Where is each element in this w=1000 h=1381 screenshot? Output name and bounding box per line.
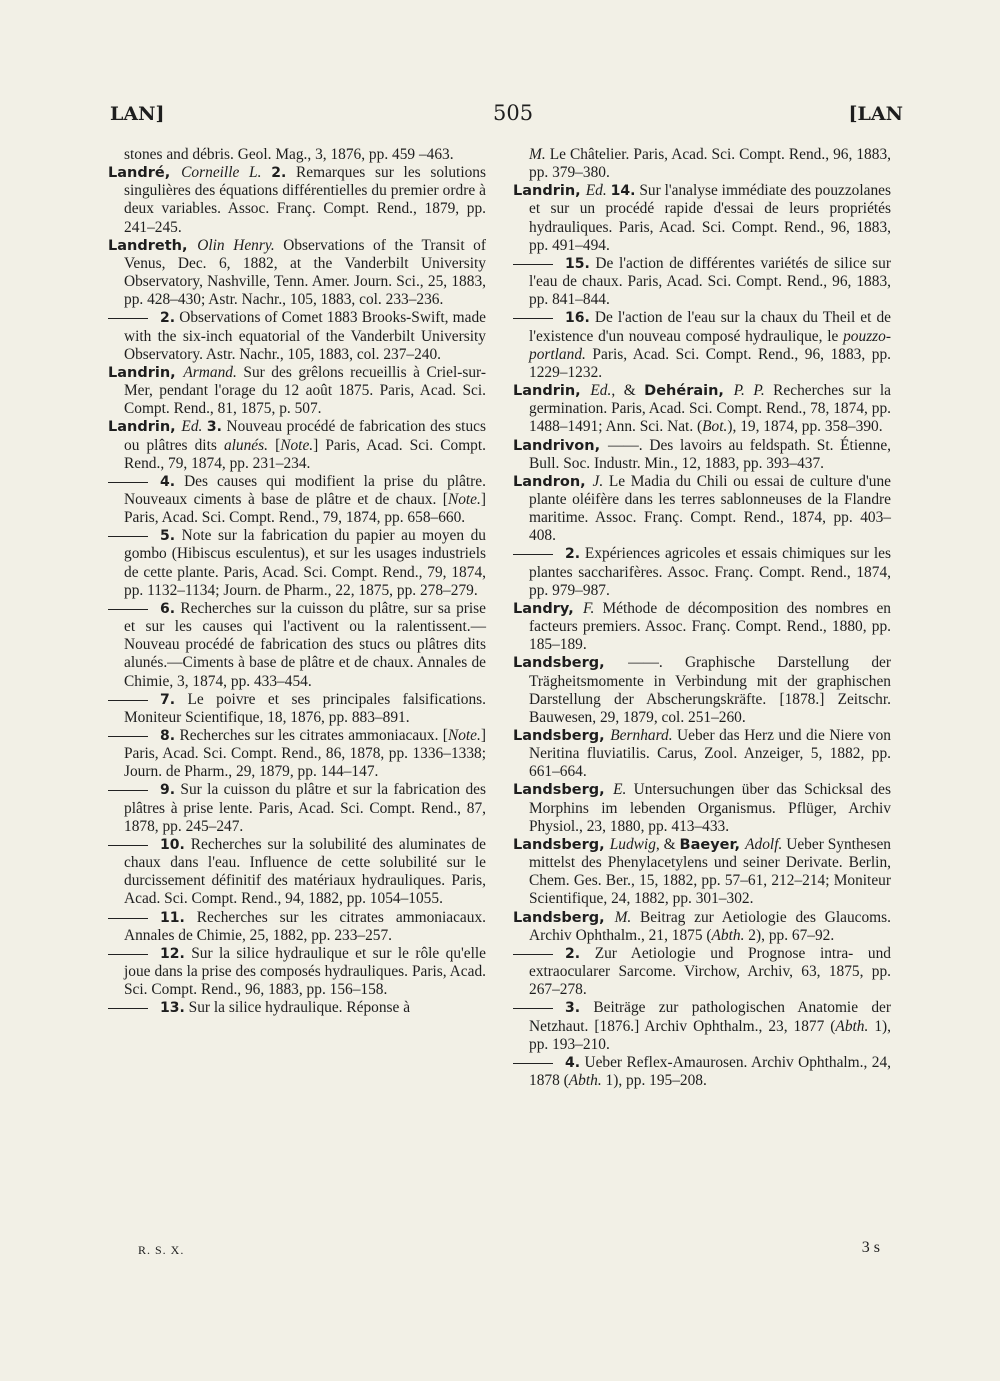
entry-text: 2), pp. 67–92.	[744, 926, 835, 944]
entry-text: ——. Graphische Darstellung der Trägheitsmomente in Verbindung mit der graphischen Darstellung der Abscherungskräfte. [1878.] Zeitschr. Bauwesen, 29, 1879, col. 251–260.	[529, 654, 891, 726]
paper-number: 3.	[565, 1000, 581, 1017]
ditto-dash	[108, 318, 148, 319]
entry-text: Le Madia du Chili ou essai de culture d'une plante oléifère dans les terres sablonneuses de la Flandre maritime. Assoc. Franç. Compt. Rend., 1874, pp. 403–408.	[529, 472, 891, 545]
bibliography-entry	[513, 727, 891, 781]
paper-number: 8.	[160, 728, 176, 744]
ditto-dash	[513, 554, 553, 555]
author-name: Landsberg,	[513, 782, 614, 799]
entry-text: Untersuchungen über das Schicksal des Morphins im lebenden Organismus. Pflüger, Archiv Physiol., 23, 1880, pp. 413–433.	[529, 781, 891, 835]
bibliography-entry	[108, 418, 486, 472]
ditto-dash	[108, 736, 148, 737]
entry-text: Note sur la fabrication du papier au moyen du gombo (Hibiscus esculentus), et sur les usages industriels de cette plante. Paris, Acad. Sci. Compt. Rend., 79, 1874, pp. 1132–1134; Journ. de Pharm., 22, 1875, pp. 278–279.	[124, 527, 486, 599]
author-name: Landry,	[513, 600, 584, 617]
paper-number: 2.	[565, 546, 581, 563]
ditto-dash	[513, 954, 553, 955]
paper-number: 5.	[160, 528, 176, 545]
italic-text: M.	[529, 146, 546, 163]
paper-number: 14.	[610, 183, 636, 200]
italic-text: Ed.	[585, 182, 607, 200]
italic-text: M.	[614, 908, 632, 926]
italic-text: P. P.	[733, 382, 765, 400]
italic-text: Abth.	[711, 926, 745, 944]
sub-entry	[108, 600, 486, 691]
italic-text: Abth.	[835, 1017, 869, 1035]
entry-text: Zur Aetiologie und Prognose intra- und extraocularer Sarcome. Virchow, Archiv, 63, 1875, pp. 267–278.	[529, 944, 891, 999]
bibliography-entry	[108, 237, 486, 310]
italic-text: J.	[592, 472, 604, 490]
author-name: Landré,	[108, 165, 182, 182]
paper-number: 6.	[160, 600, 176, 617]
entry-text: Nouveau procédé de fabrication des stucs ou plâtres dits	[124, 418, 486, 454]
ditto-dash	[108, 536, 148, 537]
bibliography-entry	[108, 164, 486, 237]
ditto-dash	[108, 845, 148, 846]
entry-text: Sur l'analyse immédiate des pouzzolanes et sur un procédé rapide d'essai de leurs propriétés hydrauliques. Paris, Acad. Sci. Compt. Rend., 96, 1883, pp. 491–494.	[529, 182, 891, 254]
ditto-dash	[108, 700, 148, 701]
entry-text: ), 19, 1874, pp. 358–390.	[727, 418, 883, 436]
sub-entry	[108, 781, 486, 835]
paper-number: 10.	[160, 836, 185, 853]
header-left: LAN]	[110, 103, 165, 125]
author-name: Dehérain,	[644, 383, 734, 400]
italic-text: F.	[583, 599, 595, 617]
italic-text: alunés.	[223, 436, 268, 454]
paper-number: 15.	[565, 255, 590, 272]
running-header	[110, 103, 903, 137]
sub-entry	[513, 945, 891, 999]
ditto-dash	[108, 1008, 148, 1009]
ditto-dash	[513, 1008, 553, 1009]
entry-text: Le Châtelier. Paris, Acad. Sci. Compt. Rend., 96, 1883, pp. 379–380.	[529, 146, 891, 182]
italic-text: Corneille L.	[181, 164, 262, 182]
ditto-dash	[108, 918, 148, 919]
entry-text: Observations of the Transit of Venus, Dec. 6, 1882, at the Vanderbilt University Observatory, Nashville, Tenn. Amer. Journ. Sci., 25, 1883, pp. 428–430; Astr. Nachr., 105, 1883, col. 233–236.	[124, 236, 487, 309]
paper-number: 3.	[206, 419, 222, 436]
bibliography-entry	[513, 382, 891, 436]
paper-number: 11.	[160, 909, 185, 926]
continued-entry	[108, 146, 486, 164]
italic-text: pouzzo-portland.	[529, 327, 891, 363]
entry-text: ] Paris, Acad. Sci. Compt. Rend., 79, 1874, pp. 658–660.	[124, 490, 486, 527]
header-right: [LAN	[848, 103, 903, 125]
entry-text: Des causes qui modifient la prise du plâtre. Nouveaux ciments à base de plâtre et de chaux. [	[124, 472, 486, 508]
author-name: Landrin,	[108, 364, 184, 381]
entry-text: Recherches sur les citrates ammoniacaux. Annales de Chimie, 25, 1882, pp. 233–257.	[124, 908, 486, 944]
entry-text: 1), pp. 195–208.	[601, 1071, 707, 1089]
paper-number: 2.	[160, 310, 176, 327]
italic-text: Note.	[447, 727, 481, 744]
author-name: Landsberg,	[513, 909, 615, 926]
entry-text: Sur la silice hydraulique. Réponse à	[184, 999, 411, 1017]
sub-entry	[108, 727, 486, 781]
ditto-dash	[513, 318, 553, 319]
ditto-dash	[108, 790, 148, 791]
entry-text: Sur des grêlons recueillis à Criel-sur-Mer, pendant l'orage du 12 août 1875. Paris, Acad. Sci. Compt. Rend., 81, 1875, p. 507.	[124, 363, 486, 418]
bibliography-entry	[513, 654, 891, 727]
paper-number: 16.	[565, 310, 590, 327]
bibliography-entry	[513, 909, 891, 945]
entry-text: Le poivre et ses principales falsifications. Moniteur Scientifique, 18, 1876, pp. 883–891.	[124, 690, 486, 726]
author-name: Landron,	[513, 473, 593, 490]
ditto-dash	[513, 264, 553, 265]
entry-text: &	[659, 835, 680, 853]
page-number: 505	[493, 101, 534, 125]
bibliography-entry	[108, 364, 486, 418]
entry-text: Recherches sur la germination. Paris, Acad. Sci. Compt. Rend., 78, 1874, pp. 1488–1491; Ann. Sci. Nat. (	[529, 382, 892, 436]
entry-text: ——. Des lavoirs au feldspath. St. Étienne, Bull. Soc. Industr. Min., 12, 1883, pp. 393–437.	[529, 436, 891, 472]
entry-text: Ueber Reflex-Amaurosen. Archiv Ophthalm., 24, 1878 (	[529, 1053, 891, 1089]
author-name: Landsberg,	[513, 728, 611, 744]
sub-entry	[108, 691, 486, 727]
ditto-dash	[108, 609, 148, 610]
sub-entry	[108, 836, 486, 909]
italic-text: Bernhard.	[610, 727, 673, 744]
author-name: Landrivon,	[513, 437, 608, 454]
sub-entry	[108, 909, 486, 945]
paper-number: 7.	[160, 691, 176, 708]
italic-text: Ludwig,	[609, 835, 660, 853]
entry-text: Sur la silice hydraulique et sur le rôle qu'elle joue dans la prise des composés hydrauliques. Paris, Acad. Sci. Compt. Rend., 96, 1883, pp. 156–158.	[124, 944, 486, 999]
entry-text: ] Paris, Acad. Sci. Compt. Rend., 79, 1874, pp. 231–234.	[124, 436, 486, 472]
entry-text: De l'action de l'eau sur la chaux du Theil et de l'existence d'un nouveau composé hydraulique, le	[529, 309, 891, 345]
sub-entry	[108, 527, 486, 600]
sub-entry	[513, 1054, 891, 1090]
sub-entry	[513, 545, 891, 599]
paper-number: 9.	[160, 782, 176, 799]
bibliography-entry	[513, 473, 891, 546]
paper-number: 4.	[565, 1054, 581, 1071]
entry-text: Paris, Acad. Sci. Compt. Rend., 96, 1883, pp. 1229–1232.	[529, 345, 891, 381]
ditto-dash	[108, 954, 148, 955]
ditto-dash	[108, 482, 148, 483]
paper-number: 13.	[160, 1000, 185, 1017]
entry-text: Méthode de décomposition des nombres en facteurs premiers. Assoc. Franç. Compt. Rend., 1880, pp. 185–189.	[529, 599, 891, 654]
italic-text: Ed.	[590, 382, 612, 400]
entry-text: De l'action de différentes variétés de silice sur l'eau de chaux. Paris, Acad. Sci. Compt. Rend., 96, 1883, pp. 841–844.	[529, 254, 891, 309]
sub-entry	[108, 309, 486, 363]
italic-text: Olin Henry.	[197, 236, 275, 254]
author-name: Landrin,	[513, 183, 586, 200]
italic-text: E.	[613, 781, 627, 799]
italic-text: Ed.	[181, 418, 203, 436]
bibliography-entry	[513, 182, 891, 255]
entry-text: Recherches sur les citrates ammoniacaux. [	[175, 727, 448, 744]
entry-text: stones and débris. Geol. Mag., 3, 1876, pp. 459 –463.	[124, 146, 454, 163]
bibliography-entry	[513, 437, 891, 473]
bibliography-entry	[513, 781, 891, 835]
entry-text: Ueber das Herz und die Niere von Neritina fluviatilis. Carus, Zool. Anzeiger, 5, 1882, pp. 661–664.	[529, 727, 891, 781]
italic-text: Abth.	[568, 1071, 602, 1089]
footer-sheet-mark: 3 s	[861, 1239, 880, 1256]
paper-number: 4.	[160, 473, 176, 490]
entry-text: Ueber Synthesen mittelst des Phenylacetylens und seiner Derivate. Berlin, Chem. Ges. Ber., 15, 1882, pp. 57–61, 212–214; Moniteur Scientifique, 24, 1882, pp. 301–302.	[529, 835, 891, 908]
sub-entry	[108, 945, 486, 999]
entry-text: Sur la cuisson du plâtre et sur la fabrication des plâtres à prise lente. Paris, Acad. Sci. Compt. Rend., 87, 1878, pp. 245–247.	[124, 781, 486, 835]
footer-signature: R. S. X.	[138, 1243, 185, 1257]
left-column	[108, 146, 486, 1018]
right-column	[513, 146, 891, 1090]
italic-text: Armand.	[183, 363, 237, 381]
sub-entry	[513, 999, 891, 1053]
entry-text: Beitrag zur Aetiologie des Glaucoms. Archiv Ophthalm., 21, 1875 (	[529, 908, 891, 944]
author-name: Baeyer,	[679, 836, 746, 853]
entry-text: 1), pp. 193–210.	[529, 1017, 891, 1053]
entry-text: Remarques sur les solutions singulières des équations différentielles du premier ordre à deux variables. Assoc. Franç. Compt. Rend., 1879, pp. 241–245.	[124, 164, 486, 236]
continued-entry	[513, 146, 891, 182]
italic-text: Adolf.	[745, 835, 783, 853]
paper-number: 2.	[565, 945, 581, 962]
entry-text: Expériences agricoles et essais chimiques sur les plantes saccharifères. Assoc. Franç. Compt. Rend., 1874, pp. 979–987.	[529, 545, 891, 599]
author-name: Landreth,	[108, 237, 198, 254]
author-name: Landsberg,	[513, 836, 610, 853]
bibliography-entry	[513, 836, 891, 909]
entry-text: Beiträge zur pathologischen Anatomie der Netzhaut. [1876.] Archiv Ophthalm., 23, 1877 (	[529, 999, 891, 1035]
author-name: Landrin,	[108, 419, 182, 436]
entry-text: ] Paris, Acad. Sci. Compt. Rend., 86, 1878, pp. 1336–1338; Journ. de Pharm., 29, 1879, pp. 144–147.	[124, 727, 486, 781]
sub-entry	[108, 999, 486, 1017]
author-name: Landsberg,	[513, 655, 629, 672]
paper-number: 2.	[271, 165, 287, 182]
entry-text	[261, 164, 271, 181]
ditto-dash	[513, 1063, 553, 1064]
entry-text: [	[267, 436, 281, 454]
entry-text: Recherches sur la solubilité des aluminates de chaux dans l'eau. Influence de cette solubilité sur le durcissement définitif des matériaux hydrauliques. Paris, Acad. Sci. Compt. Rend., 94, 1882, pp. 1054–1055.	[124, 835, 486, 908]
sub-entry	[513, 309, 891, 382]
sub-entry	[108, 473, 486, 527]
entry-text: , &	[611, 382, 645, 400]
italic-text: Note.	[447, 490, 481, 508]
italic-text: Note.	[280, 436, 314, 454]
bibliography-entry	[513, 600, 891, 654]
entry-text: Observations of Comet 1883 Brooks-Swift, made with the six-inch equatorial of the Vanderbilt University Observatory. Astr. Nachr., 105, 1883, col. 237–240.	[124, 309, 486, 363]
paper-number: 12.	[160, 945, 185, 962]
italic-text: Bot.	[702, 418, 728, 436]
sub-entry	[513, 255, 891, 309]
author-name: Landrin,	[513, 383, 591, 400]
entry-text: Recherches sur la cuisson du plâtre, sur sa prise et sur les causes qui l'activent ou la ralentissent.—Nouveau procédé de fabrication des stucs ou plâtres dits alunés.—Ciments à base de plâtre et de chaux. Annales de Chimie, 3, 1874, pp. 433–454.	[124, 599, 486, 690]
